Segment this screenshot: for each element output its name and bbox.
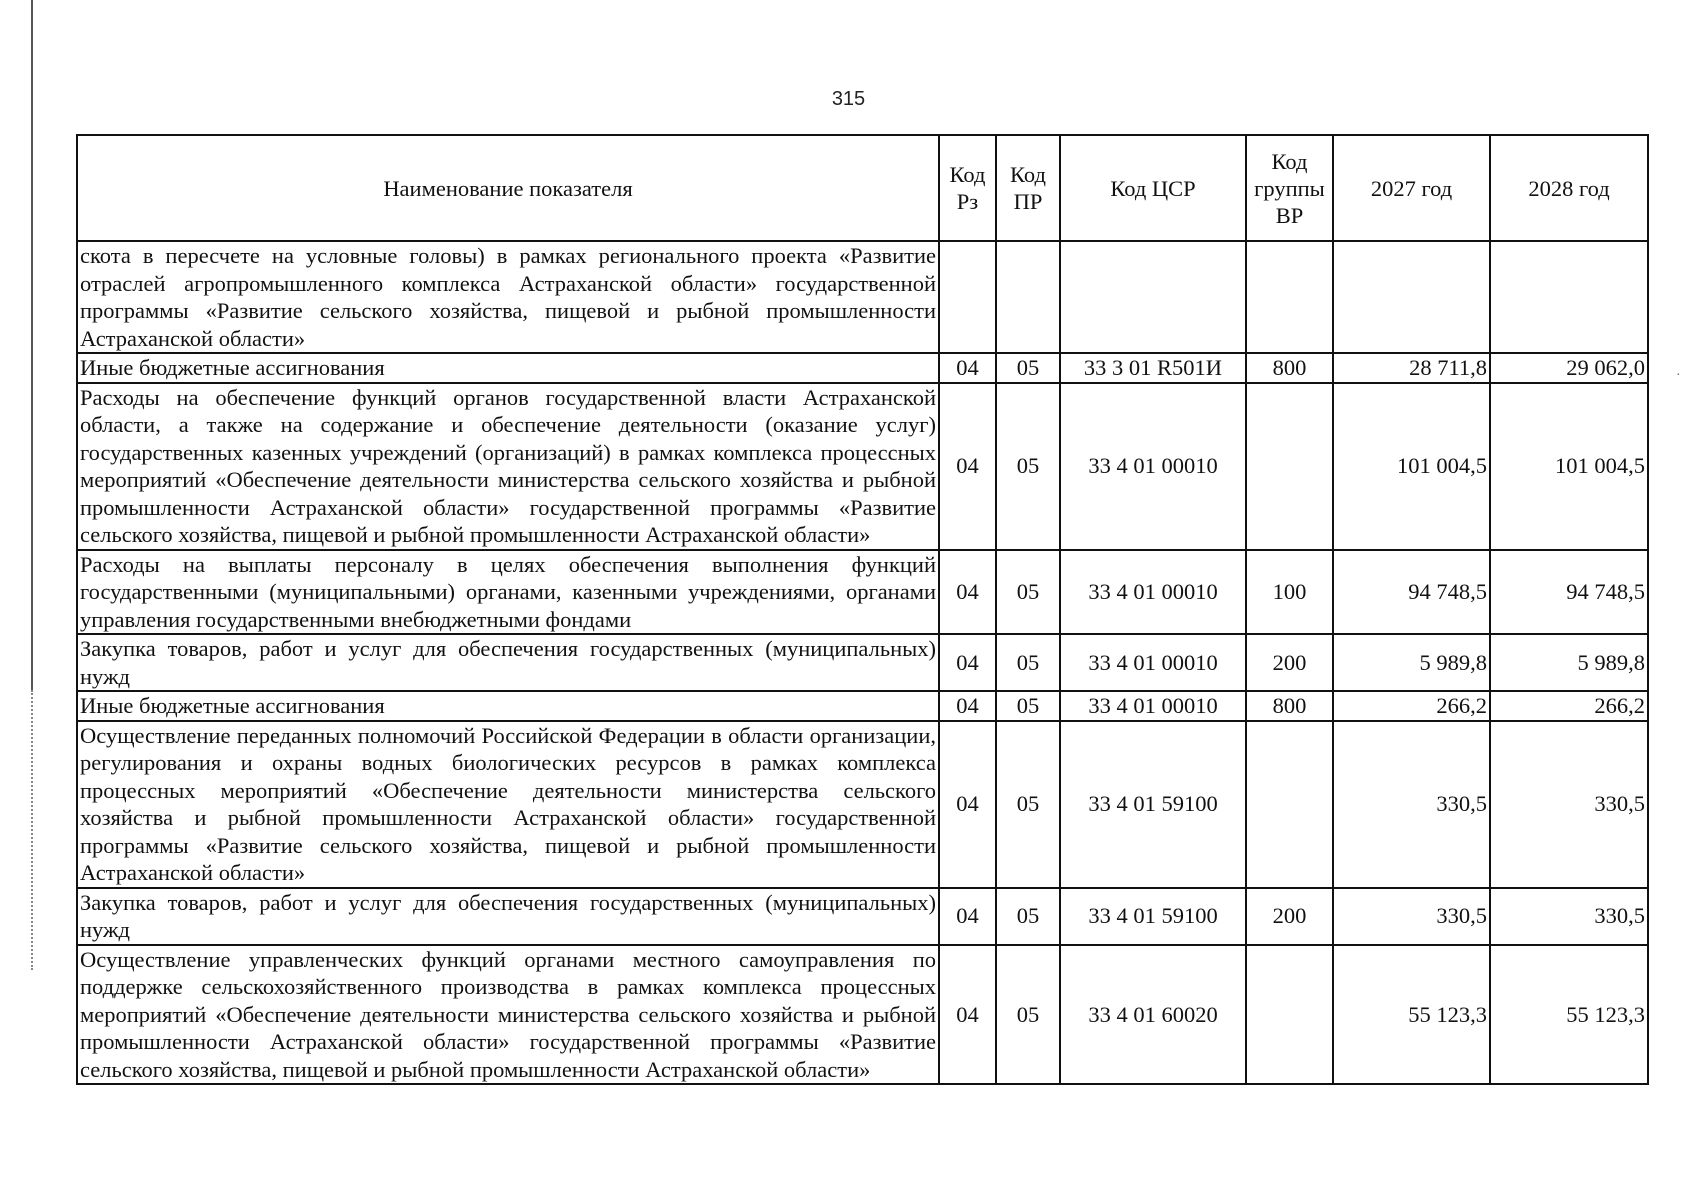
table-row: [77, 383, 1648, 550]
row-csr: 33 4 01 00010: [1060, 691, 1246, 721]
row-csr: 33 4 01 00010: [1060, 383, 1246, 550]
header-name: Наименование показателя: [77, 135, 939, 241]
row-name: Закупка товаров, работ и услуг для обеспечения государственных (муниципальных) нужд: [77, 634, 939, 691]
row-2027: 94 748,5: [1333, 550, 1490, 635]
row-vr: 100: [1246, 550, 1333, 635]
table-row: [77, 888, 1648, 945]
row-csr: 33 4 01 60020: [1060, 945, 1246, 1085]
row-pr: [996, 241, 1060, 353]
row-2028: 101 004,5: [1490, 383, 1648, 550]
row-name: Закупка товаров, работ и услуг для обеспечения государственных (муниципальных) нужд: [77, 888, 939, 945]
row-name: Расходы на обеспечение функций органов государственной власти Астраханской области, а также на содержание и обеспечение деятельности (оказание услуг) государственных казенных учреждений (организаций) в рамках комплекса процессных мероприятий «Обеспечение деятельности министерства сельского хозяйства и рыбной промышленности Астраханской области» государственной программы «Развитие сельского хозяйства, пищевой и рыбной промышленности Астраханской области»: [77, 383, 939, 550]
header-rz: Код Рз: [939, 135, 996, 241]
row-rz: 04: [939, 945, 996, 1085]
row-2028: 94 748,5: [1490, 550, 1648, 635]
row-vr: [1246, 945, 1333, 1085]
row-2028: 29 062,0: [1490, 353, 1648, 383]
row-pr: 05: [996, 550, 1060, 635]
row-rz: 04: [939, 634, 996, 691]
table-row: [77, 353, 1648, 383]
page-number: 315: [831, 88, 866, 110]
row-name: Расходы на выплаты персоналу в целях обеспечения выполнения функций государственными (муниципальными) органами, казенными учреждениями, органами управления государственными внебюджетными фондами: [77, 550, 939, 635]
row-pr: 05: [996, 721, 1060, 888]
row-2028: 5 989,8: [1490, 634, 1648, 691]
row-2028: [1490, 241, 1648, 353]
table-row: [77, 945, 1648, 1085]
table-header-row: [77, 135, 1648, 241]
table-row: [77, 691, 1648, 721]
table-row: [77, 721, 1648, 888]
row-2027: 28 711,8: [1333, 353, 1490, 383]
budget-table: [76, 134, 1649, 1085]
row-rz: 04: [939, 888, 996, 945]
row-vr: 200: [1246, 634, 1333, 691]
row-csr: 33 4 01 00010: [1060, 550, 1246, 635]
row-name: Осуществление переданных полномочий Российской Федерации в области организации, регулирования и охраны водных биологических ресурсов в рамках комплекса процессных мероприятий «Обеспечение деятельности министерства сельского хозяйства и рыбной промышленности Астраханской области» государственной программы «Развитие сельского хозяйства, пищевой и рыбной промышленности Астраханской области»: [77, 721, 939, 888]
table-row: [77, 634, 1648, 691]
row-2027: 55 123,3: [1333, 945, 1490, 1085]
header-2028: 2028 год: [1490, 135, 1648, 241]
row-vr: [1246, 241, 1333, 353]
row-2027: 5 989,8: [1333, 634, 1490, 691]
row-2027: [1333, 241, 1490, 353]
row-name: Иные бюджетные ассигнования: [77, 353, 939, 383]
row-csr: 33 4 01 59100: [1060, 721, 1246, 888]
row-2027: 330,5: [1333, 721, 1490, 888]
row-vr: [1246, 383, 1333, 550]
row-rz: [939, 241, 996, 353]
row-vr: 800: [1246, 353, 1333, 383]
row-vr: [1246, 721, 1333, 888]
row-csr: 33 4 01 59100: [1060, 888, 1246, 945]
row-2028: 55 123,3: [1490, 945, 1648, 1085]
row-csr: [1060, 241, 1246, 353]
table-row: [77, 550, 1648, 635]
row-rz: 04: [939, 353, 996, 383]
row-rz: 04: [939, 691, 996, 721]
row-name: скота в пересчете на условные головы) в рамках регионального проекта «Развитие отраслей агропромышленного комплекса Астраханской области» государственной программы «Развитие сельского хозяйства, пищевой и рыбной промышленности Астраханской области»: [77, 241, 939, 353]
row-csr: 33 4 01 00010: [1060, 634, 1246, 691]
row-pr: 05: [996, 634, 1060, 691]
binding-margin-dotted-line: [31, 690, 33, 970]
row-2027: 330,5: [1333, 888, 1490, 945]
header-2027: 2027 год: [1333, 135, 1490, 241]
row-vr: 800: [1246, 691, 1333, 721]
row-2027: 101 004,5: [1333, 383, 1490, 550]
row-pr: 05: [996, 353, 1060, 383]
row-2028: 330,5: [1490, 721, 1648, 888]
row-rz: 04: [939, 721, 996, 888]
header-vr: Код группы ВР: [1246, 135, 1333, 241]
row-pr: 05: [996, 945, 1060, 1085]
row-pr: 05: [996, 888, 1060, 945]
row-vr: 200: [1246, 888, 1333, 945]
row-rz: 04: [939, 383, 996, 550]
row-2027: 266,2: [1333, 691, 1490, 721]
row-2028: 266,2: [1490, 691, 1648, 721]
row-csr: 33 3 01 R501И: [1060, 353, 1246, 383]
row-pr: 05: [996, 691, 1060, 721]
header-pr: Код ПР: [996, 135, 1060, 241]
row-name: Осуществление управленческих функций органами местного самоуправления по поддержке сельскохозяйственного производства в рамках комплекса процессных мероприятий «Обеспечение деятельности министерства сельского хозяйства и рыбной промышленности Астраханской области» государственной программы «Развитие сельского хозяйства, пищевой и рыбной промышленности Астраханской области»: [77, 945, 939, 1085]
row-rz: 04: [939, 550, 996, 635]
row-pr: 05: [996, 383, 1060, 550]
table-row: [77, 241, 1648, 353]
header-csr: Код ЦСР: [1060, 135, 1246, 241]
row-name: Иные бюджетные ассигнования: [77, 691, 939, 721]
row-2028: 330,5: [1490, 888, 1648, 945]
scan-speck: ·: [1676, 368, 1681, 383]
